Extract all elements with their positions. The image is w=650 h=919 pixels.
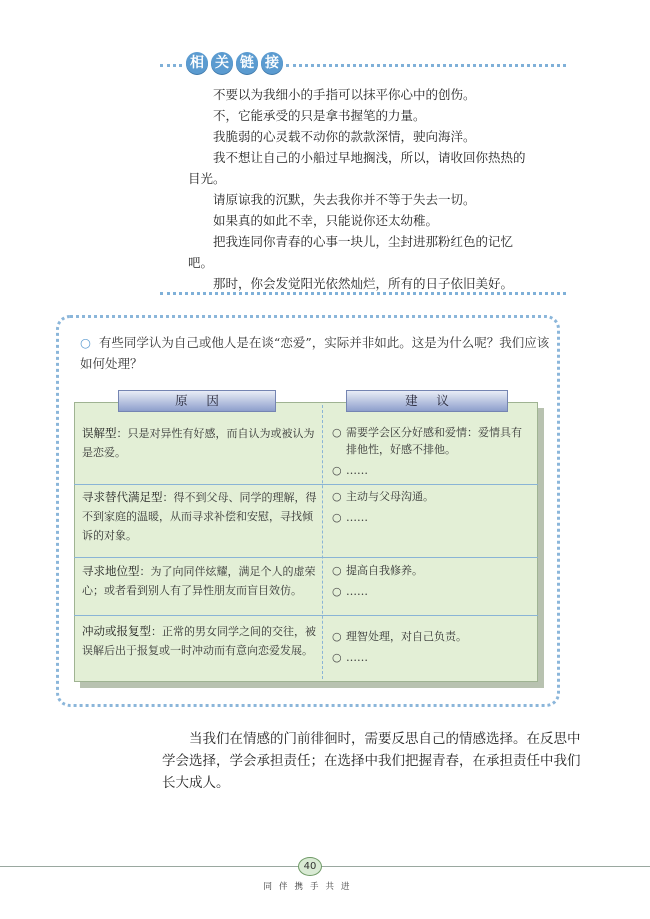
poem [188,84,538,294]
row-type: 误解型 [82,426,117,440]
table-row [74,424,538,482]
row-reason-text: ：得不到父母、同学的理解，得不到家庭的温暖，从而寻求补偿和安慰，寻找倾诉的对象。 [82,491,317,542]
top-dotted-rule-right [286,64,566,67]
advice-item [332,628,528,645]
row-advice [332,562,528,604]
row-advice [332,424,528,483]
circle-bullet-icon: ○ [332,490,342,503]
advice-text: …… [346,511,368,524]
advice-text: …… [346,464,368,477]
poem-line: 如果真的如此不幸，只能说你还太幼稚。 [213,213,439,228]
row-reason-text: ：正常的男女同学之间的交往，被误解后出于报复或一时冲动而有意向恋爱发展。 [82,625,316,657]
badge-char: 关 [211,52,233,74]
table-row [74,562,538,614]
advice-text: 提高自我修养。 [346,564,423,577]
row-advice [332,488,528,530]
circle-bullet-icon: ○ [332,630,342,643]
advice-item [332,462,528,479]
advice-item [332,509,528,526]
discussion-question [80,332,550,374]
row-reason [82,622,322,660]
conclusion-paragraph [162,728,582,794]
row-reason-text: ：为了向同伴炫耀，满足个人的虚荣心；或者看到别人有了异性朋友而盲目效仿。 [82,565,316,597]
row-reason-text: ：只是对异性有好感，而自认为或被认为是恋爱。 [82,427,315,459]
row-type: 寻求替代满足型 [82,490,163,504]
row-reason [82,488,322,545]
circle-bullet-icon: ○ [332,585,342,598]
badge-char: 链 [236,52,258,74]
advice-text: …… [346,585,368,598]
table-row [74,622,538,678]
table-row [74,488,538,556]
row-reason [82,562,322,600]
advice-item [332,562,528,579]
poem-line: 吧。 [188,255,214,270]
row-divider [74,615,538,616]
footer-rule [0,866,650,867]
poem-line: 不，它能承受的只是拿书握笔的力量。 [213,108,426,123]
book-title: 同伴携手共进 [263,882,357,892]
header-advice: 建议 [346,390,508,412]
poem-line: 把我连同你青春的心事一块儿，尘封进那粉红色的记忆 [213,234,514,249]
bottom-dotted-rule [160,292,566,295]
advice-item [332,488,528,505]
advice-item [332,649,528,666]
advice-item [332,583,528,600]
circle-bullet-icon: ○ [332,464,342,477]
row-advice [332,628,528,670]
row-divider [74,484,538,485]
circle-bullet-icon: ○ [332,426,342,439]
advice-text: …… [346,651,368,664]
poem-line: 那时，你会发觉阳光依然灿烂，所有的日子依旧美好。 [213,276,514,291]
poem-line: 请原谅我的沉默，失去我你并不等于失去一切。 [213,192,476,207]
conclusion-text: 当我们在情感的门前徘徊时，需要反思自己的情感选择。在反思中学会选择，学会承担责任；在选择中我们把握青春，在承担责任中我们长大成人。 [162,731,581,791]
question-marker-icon: ○ [80,335,91,350]
page-number: 40 [298,857,322,876]
row-reason [82,424,322,462]
header-reason: 原因 [118,390,276,412]
badge-char: 接 [261,52,283,74]
related-link-badge [186,52,283,74]
row-divider [74,557,538,558]
question-text: 有些同学认为自己或他人是在谈“恋爱”，实际并非如此。这是为什么呢？我们应该如何处理？ [80,335,550,371]
poem-line: 我不想让自己的小船过早地搁浅，所以，请收回你热热的 [213,150,526,165]
circle-bullet-icon: ○ [332,651,342,664]
row-type: 冲动或报复型 [82,624,151,638]
advice-text: 需要学会区分好感和爱情：爱情具有排他性，好感不排他。 [346,426,522,456]
poem-line: 不要以为我细小的手指可以抹平你心中的创伤。 [213,87,476,102]
circle-bullet-icon: ○ [332,511,342,524]
top-dotted-rule-left [160,64,182,67]
row-type: 寻求地位型 [82,564,140,578]
advice-text: 主动与父母沟通。 [346,490,434,503]
advice-text: 理智处理，对自己负责。 [346,630,467,643]
badge-char: 相 [186,52,208,74]
circle-bullet-icon: ○ [332,564,342,577]
poem-line: 目光。 [188,171,226,186]
poem-line: 我脆弱的心灵载不动你的款款深情，驶向海洋。 [213,129,476,144]
advice-item [332,424,528,458]
